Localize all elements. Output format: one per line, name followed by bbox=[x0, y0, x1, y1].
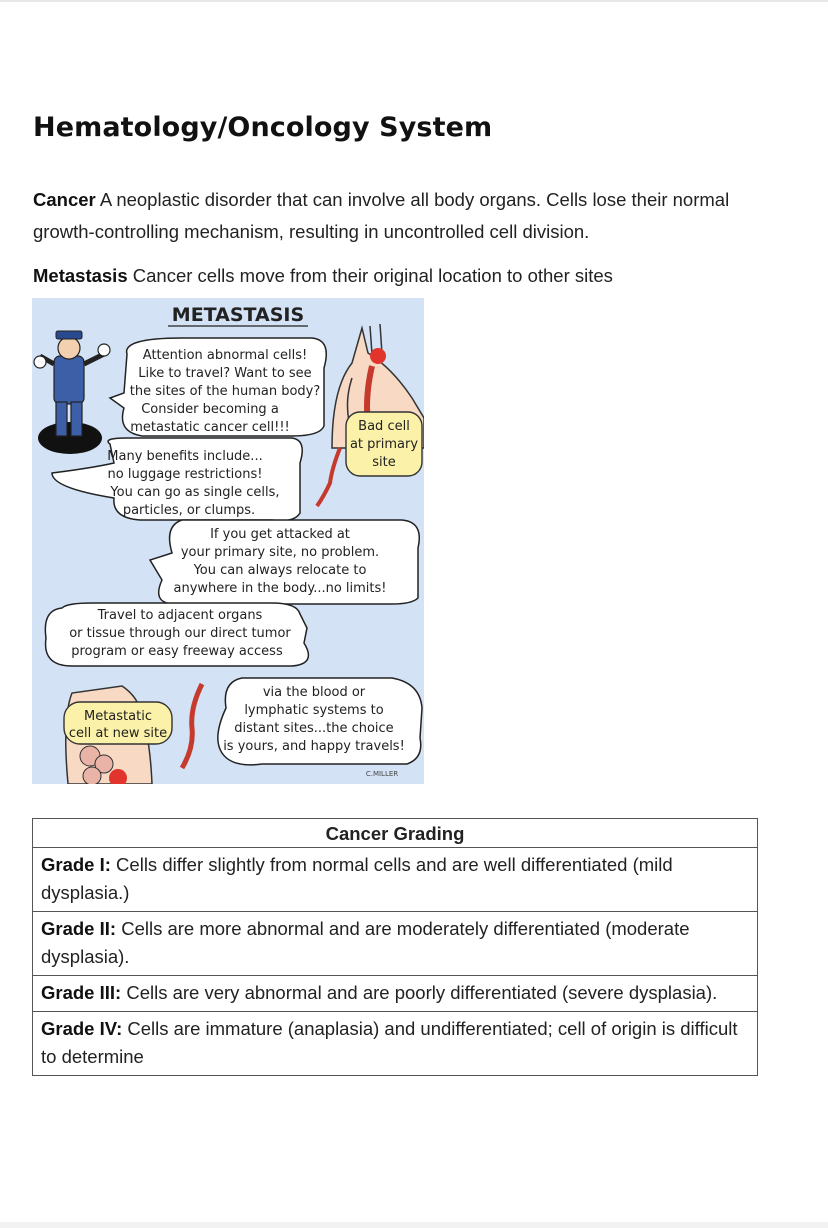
metastasis-cartoon bbox=[32, 298, 424, 784]
primary-label-line-1: Bad cell bbox=[358, 419, 410, 434]
bubble2-line-3: You can go as single cells, bbox=[110, 485, 280, 500]
page-bottom-edge bbox=[0, 1222, 828, 1228]
cartoon-illustration bbox=[32, 298, 424, 784]
primary-label-line-2: at primary bbox=[349, 437, 419, 452]
bubble3-line-1: If you get attacked at bbox=[210, 527, 350, 542]
table-header: Cancer Grading bbox=[33, 819, 758, 848]
table-row bbox=[33, 1012, 758, 1076]
bubble5-line-3: distant sites...the choice bbox=[234, 721, 394, 736]
metastatic-label-line-1: Metastatic bbox=[84, 709, 152, 724]
grade-description: Cells are immature (anaplasia) and undifferentiated; cell of origin is difficult to determine bbox=[41, 1018, 738, 1067]
metastasis-term: Metastasis bbox=[33, 265, 128, 286]
grade-2-cell bbox=[33, 912, 758, 976]
bubble3-line-4: anywhere in the body...no limits! bbox=[173, 581, 387, 596]
bubble1-line-1: Attention abnormal cells! bbox=[142, 348, 308, 363]
page-title: Hematology/Oncology System bbox=[33, 112, 493, 143]
bubble1-line-5: metastatic cancer cell!!! bbox=[130, 420, 290, 435]
bubble3-line-3: You can always relocate to bbox=[193, 563, 367, 578]
metastasis-definition bbox=[33, 260, 773, 292]
bubble3-line-2: your primary site, no problem. bbox=[180, 545, 380, 560]
metastatic-label-line-2: cell at new site bbox=[68, 726, 168, 741]
page-top-edge bbox=[0, 0, 828, 2]
grade-4-cell bbox=[33, 1012, 758, 1076]
bubble1-line-3: the sites of the human body? bbox=[129, 384, 321, 399]
cancer-term: Cancer bbox=[33, 189, 96, 210]
bubble2-line-2: no luggage restrictions! bbox=[107, 467, 263, 482]
grade-description: Cells are very abnormal and are poorly differentiated (severe dysplasia). bbox=[121, 982, 718, 1003]
table-row bbox=[33, 976, 758, 1012]
cartoon-title: METASTASIS bbox=[171, 304, 305, 326]
bubble1-line-4: Consider becoming a bbox=[141, 402, 279, 417]
grade-label: Grade II: bbox=[41, 918, 117, 939]
bubble5-line-2: lymphatic systems to bbox=[244, 703, 384, 718]
bubble4-line-1: Travel to adjacent organs bbox=[97, 608, 263, 623]
grade-1-cell bbox=[33, 848, 758, 912]
bubble5-line-1: via the blood or bbox=[262, 685, 366, 700]
bubble2-line-4: particles, or clumps. bbox=[122, 503, 256, 518]
bubble5-line-4: is yours, and happy travels! bbox=[223, 739, 405, 754]
grade-label: Grade IV: bbox=[41, 1018, 123, 1039]
bubble4-line-3: program or easy freeway access bbox=[71, 644, 283, 659]
primary-label-line-3: site bbox=[372, 455, 396, 470]
bubble4-line-2: or tissue through our direct tumor bbox=[69, 626, 291, 641]
grade-3-cell bbox=[33, 976, 758, 1012]
cancer-definition-text: A neoplastic disorder that can involve all body organs. Cells lose their normal growth-controlling mechanism, resulting in uncontrolled cell division. bbox=[33, 189, 730, 242]
bubble1-line-2: Like to travel? Want to see bbox=[138, 366, 312, 381]
table-row bbox=[33, 848, 758, 912]
grade-description: Cells are more abnormal and are moderately differentiated (moderate dysplasia). bbox=[41, 918, 690, 967]
bubble2-line-1: Many benefits include... bbox=[107, 449, 263, 464]
cancer-definition bbox=[33, 184, 773, 248]
grade-description: Cells differ slightly from normal cells and are well differentiated (mild dysplasia.) bbox=[41, 854, 673, 903]
metastasis-definition-text: Cancer cells move from their original location to other sites bbox=[132, 265, 613, 286]
grade-label: Grade III: bbox=[41, 982, 122, 1003]
table-row bbox=[33, 912, 758, 976]
grade-label: Grade I: bbox=[41, 854, 111, 875]
cancer-grading-table bbox=[32, 818, 758, 1076]
primary-tumor-icon bbox=[370, 348, 386, 364]
bubble4-text bbox=[69, 608, 291, 659]
table-header-row bbox=[33, 819, 758, 848]
artist-signature: C.MILLER bbox=[365, 770, 399, 778]
